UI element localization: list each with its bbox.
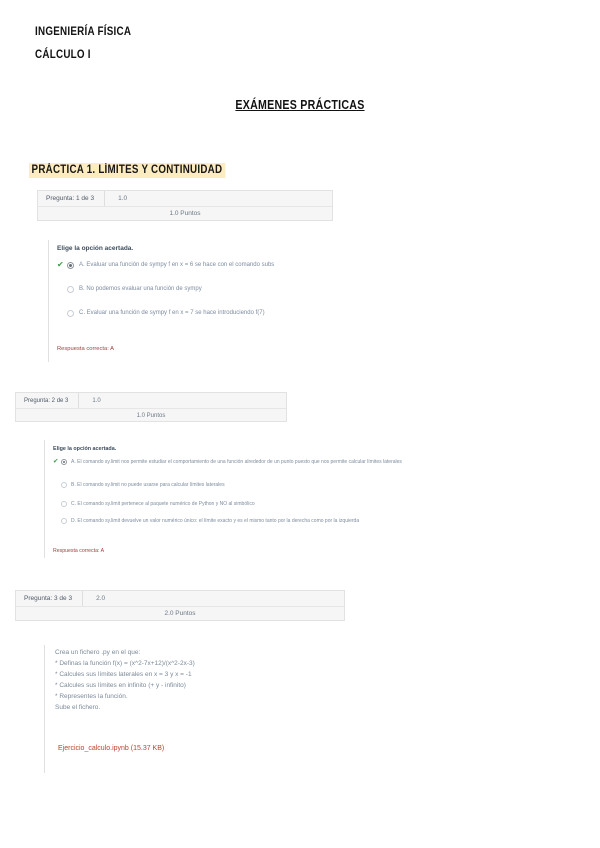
question3-label: Pregunta: 3 de 3 [16,591,83,606]
question1-correct-answer-note: Respuesta correcta: A [57,346,115,352]
question2-option-d [53,518,359,525]
attachment-file-link[interactable]: Ejercicio_calculo.ipynb (15.37 KB) [58,745,165,752]
radio-selected-icon[interactable] [61,459,67,465]
option-label: C. Evaluar una función de sympy f en x = 7 se hace introduciendo f(7) [79,310,265,316]
option-label: B. El comando sy.limit no puede usarse para calcular límites laterales [71,482,225,489]
question3-body-line: * Definas la función f(x) = (x^2-7x+12)/(x^2-2x-3) [55,660,195,667]
document-title [0,96,600,114]
question1-option-a [57,261,274,269]
question3-score: 2.0 [96,595,106,602]
radio-unselected-icon[interactable] [67,286,74,293]
question3-body-line: Sube el fichero. [55,704,101,711]
correct-checkmark-icon: ✔ [53,458,59,465]
document-title-text: EXÁMENES PRÁCTICAS [235,98,365,112]
question1-label: Pregunta: 1 de 3 [38,191,105,206]
question3-header [15,590,345,621]
radio-unselected-icon[interactable] [61,482,67,488]
question2-score: 1.0 [92,397,101,404]
question3-body-line: * Representes la función. [55,693,128,700]
question1-prompt: Elige la opción acertada. [57,245,134,252]
question1-header [37,190,333,221]
course-title: CÁLCULO I [35,47,91,61]
question3-content [44,645,474,773]
question3-body-line: * Calcules sus límites laterales en x = 3 y x = -1 [55,671,192,678]
correct-checkmark-icon: ✔ [57,260,64,269]
question1-option-b [57,285,202,293]
option-label: B. No podemos evaluar una función de sympy [79,286,202,292]
radio-unselected-icon[interactable] [61,518,67,524]
radio-unselected-icon[interactable] [61,501,67,507]
question1-content [48,240,508,362]
section-title-text: PRÁCTICA 1. LÍMITES Y CONTINUIDAD [29,163,226,178]
question2-prompt: Elige la opción acertada. [53,446,117,452]
question2-option-c [53,501,255,508]
question2-option-a [53,459,402,466]
question2-content [44,440,598,558]
option-label: A. El comando sy.limit nos permite estudiar el comportamiento de una función alrededor de un punto puesto que nos permite calcular límites laterales [71,459,402,466]
question2-header [15,392,287,422]
question1-points: 1.0 Puntos [169,210,201,217]
program-title: INGENIERÍA FÍSICA [35,24,132,38]
question2-label: Pregunta: 2 de 3 [16,393,79,408]
question2-option-b [53,482,225,489]
option-label: D. El comando sy.limit devuelve un valor numérico único: el límite exacto y es el mismo tanto por la derecha como por la izquierda [71,518,360,525]
question3-body-line: * Calcules sus límites en infinito (+ y - infinito) [55,682,186,689]
section-title [29,160,260,178]
question1-score: 1.0 [118,195,128,202]
question2-points: 1.0 Puntos [136,412,166,419]
question2-correct-answer-note: Respuesta correcta: A [53,548,105,554]
option-label: A. Evaluar una función de sympy f en x = 6 se hace con el comando subs [79,262,275,268]
question1-option-c [57,309,265,317]
question3-points: 2.0 Puntos [164,610,196,617]
option-label: C. El comando sy.limit pertenece al paquete numérico de Python y NO al simbólico [71,501,255,508]
radio-selected-icon[interactable] [67,262,74,269]
radio-unselected-icon[interactable] [67,310,74,317]
question3-body-line: Crea un fichero .py en el que: [55,649,141,656]
